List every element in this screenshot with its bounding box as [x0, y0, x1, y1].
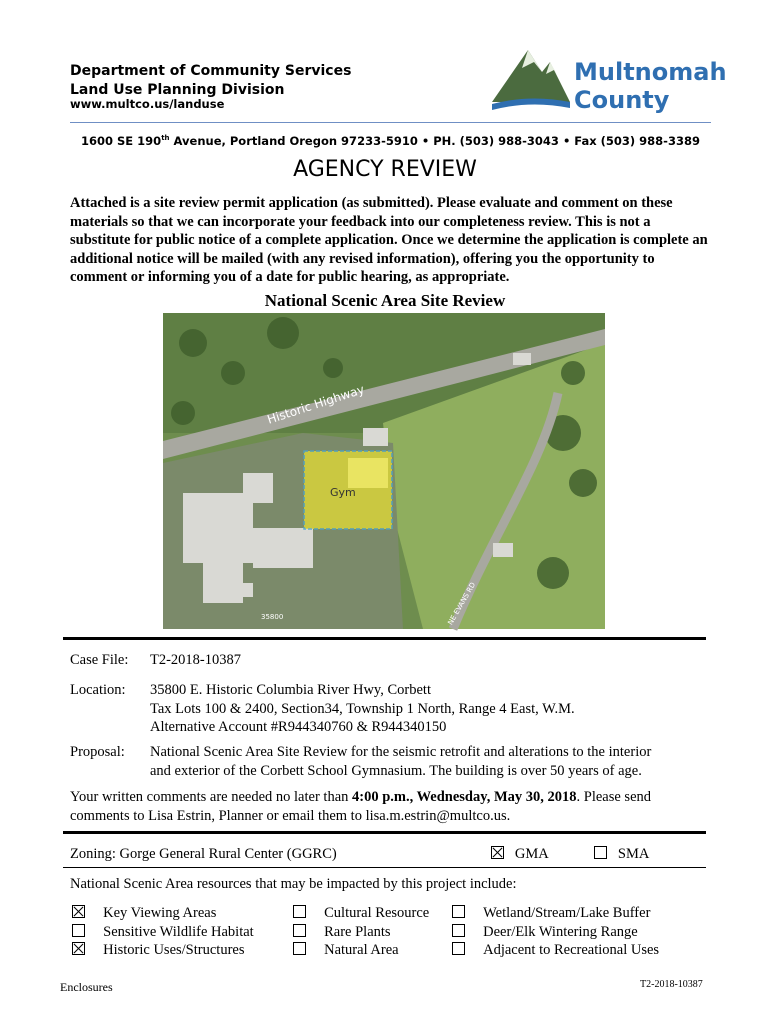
gma-option[interactable]: GMA: [491, 845, 549, 864]
zoning-label: Zoning: Gorge General Rural Center (GGRC): [70, 846, 337, 862]
resource-deer-elk-range[interactable]: Deer/Elk Wintering Range: [452, 923, 659, 942]
website-link[interactable]: www.multco.us/landuse: [70, 97, 225, 111]
resource-sensitive-wildlife-habitat[interactable]: Sensitive Wildlife Habitat: [72, 923, 254, 942]
resource-historic-uses[interactable]: Historic Uses/Structures: [72, 941, 254, 960]
case-file-value: T2-2018-10387: [150, 652, 242, 668]
footer-case-ref: T2-2018-10387: [640, 979, 703, 990]
resource-natural-area[interactable]: Natural Area: [293, 941, 429, 960]
gym-label: Gym: [330, 486, 356, 499]
checkbox-deer-elk-range[interactable]: [452, 924, 465, 937]
header-divider: [70, 122, 711, 123]
checkbox-historic-uses[interactable]: [72, 942, 85, 955]
case-file-label: Case File:: [70, 652, 129, 668]
section-divider-top: [63, 637, 706, 640]
resource-wetland-buffer[interactable]: Wetland/Stream/Lake Buffer: [452, 904, 659, 923]
checkbox-cultural-resource[interactable]: [293, 905, 306, 918]
checkbox-rare-plants[interactable]: [293, 924, 306, 937]
checkbox-wetland-buffer[interactable]: [452, 905, 465, 918]
checkbox-sensitive-wildlife-habitat[interactable]: [72, 924, 85, 937]
department-line-1: Department of Community Services: [70, 63, 352, 79]
resource-recreational-uses[interactable]: Adjacent to Recreational Uses: [452, 941, 659, 960]
logo-line-2: County: [574, 86, 670, 114]
comments-deadline-paragraph: Your written comments are needed no later than 4:00 p.m., Wednesday, May 30, 2018. Please send comments to Lisa Estrin, Planner or email them to lisa.m.estrin@multco.us.: [70, 789, 652, 824]
gma-checkbox[interactable]: [491, 846, 504, 859]
checkbox-recreational-uses[interactable]: [452, 942, 465, 955]
resources-col-2: [293, 904, 429, 960]
historic-highway-label: Historic Highway: [265, 382, 367, 427]
location-label: Location:: [70, 682, 126, 698]
address-line: 1600 SE 190th Avenue, Portland Oregon 97233-5910 • PH. (503) 988-3043 • Fax (503) 988-3389: [81, 134, 700, 148]
multnomah-county-logo: [490, 44, 727, 116]
logo-line-1: Multnomah: [574, 58, 727, 86]
checkbox-natural-area[interactable]: [293, 942, 306, 955]
sma-checkbox[interactable]: [594, 846, 607, 859]
resource-rare-plants[interactable]: Rare Plants: [293, 923, 429, 942]
enclosures-label: Enclosures: [60, 980, 113, 994]
evans-road-label: NE EVANS RD: [446, 581, 478, 627]
resource-cultural-resource[interactable]: Cultural Resource: [293, 904, 429, 923]
intro-paragraph: Attached is a site review permit application (as submitted). Please evaluate and comment on these materials so that we can incorporate your feedback into our completeness review. This is not a substitute for public notice of a complete application. Once we determine the application is complete an additional notice will be mailed (with any revised information), offering you the opportunity to comment or informing you of a date for public hearing, as appropriate.: [70, 195, 708, 285]
proposal-label: Proposal:: [70, 744, 125, 760]
resources-col-3: [452, 904, 659, 960]
page-title: AGENCY REVIEW: [293, 157, 477, 182]
location-value: 35800 E. Historic Columbia River Hwy, Corbett Tax Lots 100 & 2400, Section34, Township 1 North, Range 4 East, W.M. Alternative Account #R944340760 & R944340150: [150, 682, 575, 735]
section-divider-middle: [63, 831, 706, 834]
zoning-divider: [63, 867, 706, 868]
aerial-site-map: [163, 313, 605, 629]
sma-option[interactable]: SMA: [594, 845, 649, 864]
proposal-value: National Scenic Area Site Review for the seismic retrofit and alterations to the interior and exterior of the Corbett School Gymnasium. The building is over 50 years of age.: [150, 744, 652, 779]
department-line-2: Land Use Planning Division: [70, 82, 285, 98]
parcel-label: 35800: [261, 613, 284, 621]
resources-intro: National Scenic Area resources that may be impacted by this project include:: [70, 876, 517, 892]
checkbox-key-viewing-areas[interactable]: [72, 905, 85, 918]
resources-col-1: [72, 904, 254, 960]
department-name: [70, 62, 351, 100]
map-title: National Scenic Area Site Review: [264, 291, 506, 310]
comments-deadline: 4:00 p.m., Wednesday, May 30, 2018: [352, 789, 577, 805]
resource-key-viewing-areas[interactable]: Key Viewing Areas: [72, 904, 254, 923]
